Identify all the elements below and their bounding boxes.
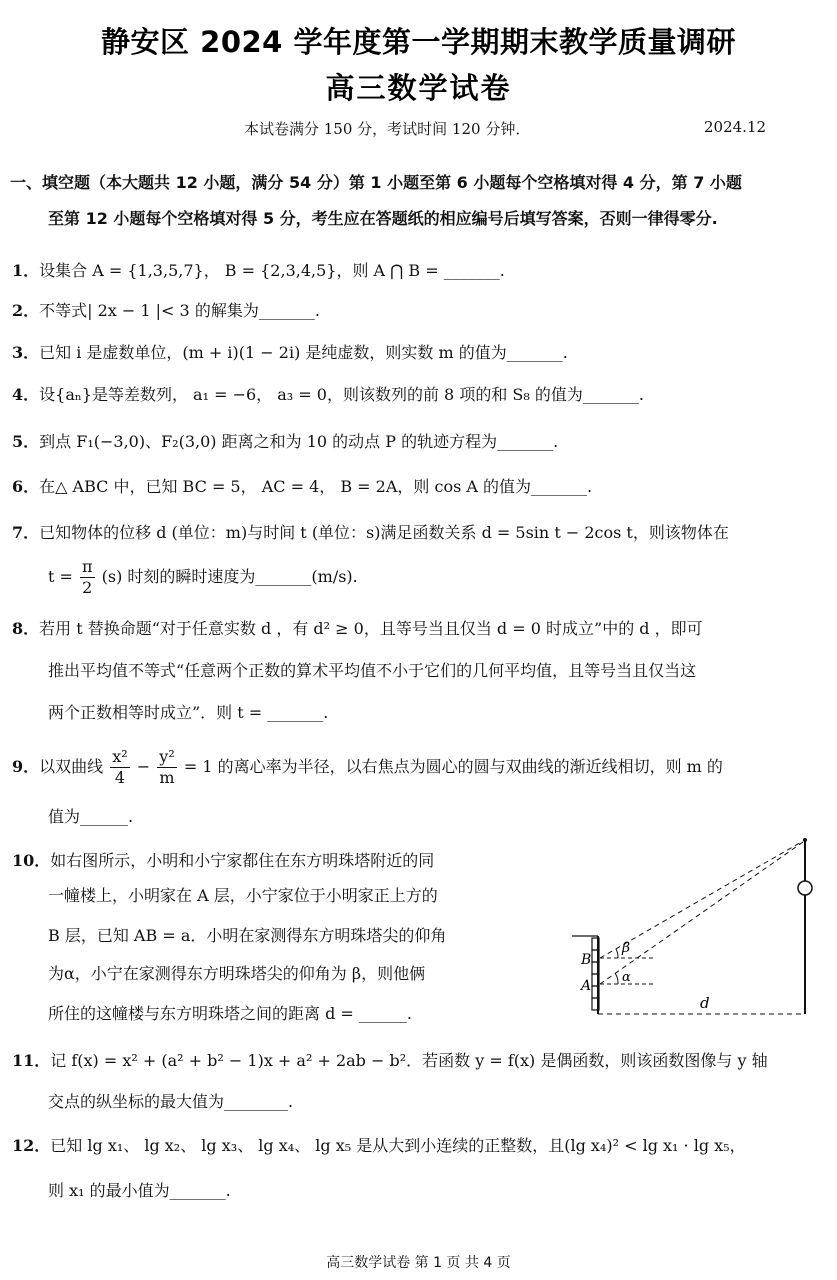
exam-subtitle: 高三数学试卷 bbox=[325, 71, 512, 105]
question-10-line3: B 层，已知 AB = a．小明在家测得东方明珠塔尖的仰角 bbox=[48, 926, 447, 945]
question-number: 5． bbox=[12, 432, 40, 451]
question-number: 10． bbox=[12, 851, 51, 870]
question-text: (s) 时刻的瞬时速度为_______(m/s). bbox=[101, 567, 358, 586]
question-1 bbox=[12, 260, 505, 282]
question-text: 不等式| 2x − 1 |< 3 的解集为_______. bbox=[39, 301, 320, 320]
fraction-numerator: x² bbox=[112, 747, 128, 766]
question-9 bbox=[12, 745, 723, 789]
question-text: 若用 t 替换命题“对于任意实数 d ，有 d² ≥ 0，且等号当且仅当 d = 0 时成立”中的 d ，即可 bbox=[39, 619, 703, 638]
label-b: B bbox=[581, 952, 592, 968]
label-beta: β bbox=[622, 940, 631, 956]
angle-alpha-arc bbox=[615, 973, 618, 984]
question-10-line2: 一幢楼上，小明家在 A 层，小宁家位于小明家正上方的 bbox=[48, 886, 438, 905]
question-2 bbox=[12, 300, 320, 322]
question-10 bbox=[12, 850, 434, 872]
fraction-denominator: m bbox=[159, 768, 175, 787]
sight-line-a bbox=[600, 842, 803, 984]
question-text: = 1 的离心率为半径，以右焦点为圆心的圆与双曲线的渐近线相切，则 m 的 bbox=[183, 757, 723, 776]
question-text: 记 f(x) = x² + (a² + b² − 1)x + a² + 2ab − b²．若函数 y = f(x) 是偶函数，则该函数图像与 y 轴 bbox=[50, 1051, 768, 1070]
section-heading-cont: 至第 12 小题每个空格填对得 5 分，考生应在答题纸的相应编号后填写答案，否则一律得零分. bbox=[48, 209, 718, 228]
question-11 bbox=[12, 1050, 768, 1072]
question-12 bbox=[12, 1135, 746, 1157]
tower-diagram bbox=[570, 838, 815, 1028]
minus-sign: − bbox=[136, 757, 151, 776]
sight-line-b bbox=[600, 841, 803, 958]
t-equals: t = bbox=[48, 567, 73, 586]
section-heading: 一、填空题（本大题共 12 小题，满分 54 分）第 1 小题至第 6 小题每个空格填对得 4 分，第 7 小题 bbox=[10, 173, 742, 192]
fraction-numerator: π bbox=[82, 557, 93, 576]
question-10-line4: 为α，小宁在家测得东方明珠塔尖的仰角为 β，则他俩 bbox=[48, 964, 426, 983]
question-7-line2 bbox=[48, 555, 358, 599]
exam-date: 2024.12 bbox=[704, 118, 767, 136]
question-number: 1． bbox=[12, 261, 40, 280]
fraction-numerator: y² bbox=[159, 747, 175, 766]
label-a: A bbox=[581, 978, 592, 994]
pi-over-2-fraction bbox=[80, 557, 95, 598]
question-number: 3． bbox=[12, 343, 40, 362]
fraction-denominator: 2 bbox=[82, 578, 93, 597]
fraction-denominator: 4 bbox=[114, 768, 126, 787]
question-text: 如右图所示，小明和小宁家都住在东方明珠塔附近的同 bbox=[50, 851, 435, 870]
question-9-line2: 值为______. bbox=[48, 807, 134, 826]
question-8-line3: 两个正数相等时成立”．则 t = _______. bbox=[48, 703, 329, 722]
question-text: 已知 lg x₁、 lg x₂、 lg x₃、 lg x₄、 lg x₅ 是从大到小连续的正整数，且(lg x₄)² < lg x₁ · lg x₅， bbox=[50, 1136, 746, 1155]
question-number: 12． bbox=[12, 1136, 51, 1155]
question-8-line2: 推出平均值不等式“任意两个正数的算术平均值不小于它们的几何平均值，且等号当且仅当这 bbox=[48, 661, 697, 680]
question-8 bbox=[12, 618, 703, 640]
question-number: 8． bbox=[12, 619, 40, 638]
question-5 bbox=[12, 431, 558, 453]
question-3 bbox=[12, 342, 568, 364]
question-text: 已知物体的位移 d (单位：m)与时间 t (单位：s)满足函数关系 d = 5sin t − 2cos t，则该物体在 bbox=[39, 523, 729, 542]
question-number: 6． bbox=[12, 477, 40, 496]
question-6 bbox=[12, 476, 592, 498]
question-12-line2: 则 x₁ 的最小值为_______. bbox=[48, 1181, 231, 1200]
y-squared-over-m bbox=[157, 747, 176, 788]
x-squared-over-4 bbox=[110, 747, 129, 788]
question-text: 设{aₙ}是等差数列， a₁ = −6， a₃ = 0，则该数列的前 8 项的和 S₈ 的值为_______. bbox=[39, 385, 644, 404]
exam-title: 静安区 2024 学年度第一学期期末教学质量调研 bbox=[101, 25, 736, 59]
question-number: 11． bbox=[12, 1051, 51, 1070]
question-number: 9． bbox=[12, 757, 40, 776]
exam-info: 本试卷满分 150 分，考试时间 120 分钟． bbox=[244, 120, 531, 138]
question-7 bbox=[12, 522, 729, 544]
label-d: d bbox=[700, 994, 710, 1012]
question-text: 到点 F₁(−3,0)、F₂(3,0) 距离之和为 10 的动点 P 的轨迹方程为_______. bbox=[39, 432, 559, 451]
question-number: 2． bbox=[12, 301, 40, 320]
question-number: 4． bbox=[12, 385, 40, 404]
tower-tip bbox=[803, 838, 807, 842]
question-text: 设集合 A = {1,3,5,7}， B = {2,3,4,5}，则 A ⋂ B = _______. bbox=[39, 261, 505, 280]
question-text: 已知 i 是虚数单位，(m + i)(1 − 2i) 是纯虚数，则实数 m 的值为_______. bbox=[39, 343, 568, 362]
question-number: 7． bbox=[12, 523, 40, 542]
question-10-line5: 所住的这幢楼与东方明珠塔之间的距离 d = ______. bbox=[48, 1004, 412, 1023]
tower-sphere bbox=[798, 881, 812, 895]
question-4 bbox=[12, 384, 644, 406]
label-alpha: α bbox=[622, 970, 631, 985]
question-11-line2: 交点的纵坐标的最大值为________. bbox=[48, 1092, 294, 1111]
angle-beta-arc bbox=[616, 949, 618, 958]
question-text: 在△ ABC 中，已知 BC = 5， AC = 4， B = 2A，则 cos A 的值为_______. bbox=[39, 477, 593, 496]
question-text: 以双曲线 bbox=[39, 757, 104, 776]
page-footer: 高三数学试卷 第 1 页 共 4 页 bbox=[326, 1255, 511, 1271]
